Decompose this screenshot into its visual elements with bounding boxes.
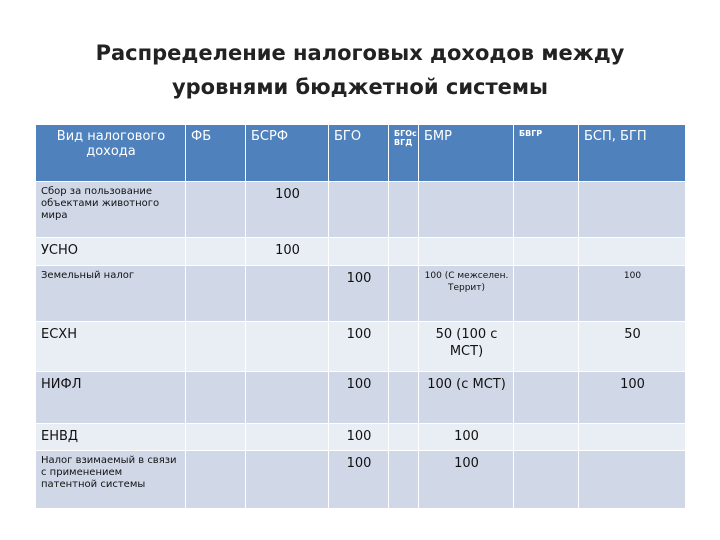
cell-bvgr bbox=[514, 266, 579, 322]
cell-bsrf bbox=[246, 266, 329, 322]
header-bgos-vgd: БГОс ВГД bbox=[389, 125, 419, 182]
cell-fb bbox=[186, 182, 246, 238]
cell-fb bbox=[186, 424, 246, 451]
cell-bmr bbox=[419, 182, 514, 238]
cell-bsp bbox=[579, 238, 686, 266]
cell-bsp bbox=[579, 182, 686, 238]
cell-bgos bbox=[389, 424, 419, 451]
row-name: ЕСХН bbox=[36, 322, 186, 372]
cell-bmr bbox=[419, 238, 514, 266]
header-tax-type: Вид налогового дохода bbox=[36, 125, 186, 182]
tax-distribution-table bbox=[35, 124, 686, 509]
cell-bsrf: 100 bbox=[246, 238, 329, 266]
cell-fb bbox=[186, 238, 246, 266]
cell-bsp: 100 bbox=[579, 266, 686, 322]
cell-bgos bbox=[389, 238, 419, 266]
table-row bbox=[36, 182, 686, 238]
table-row bbox=[36, 322, 686, 372]
cell-bvgr bbox=[514, 424, 579, 451]
cell-bsrf bbox=[246, 322, 329, 372]
cell-fb bbox=[186, 266, 246, 322]
cell-bvgr bbox=[514, 372, 579, 424]
table-row bbox=[36, 238, 686, 266]
cell-bsrf: 100 bbox=[246, 182, 329, 238]
header-bvgr: БВГР bbox=[514, 125, 579, 182]
cell-bvgr bbox=[514, 451, 579, 509]
row-name: Земельный налог bbox=[36, 266, 186, 322]
cell-bsp: 100 bbox=[579, 372, 686, 424]
table-row bbox=[36, 424, 686, 451]
cell-bgos bbox=[389, 266, 419, 322]
header-fb: ФБ bbox=[186, 125, 246, 182]
cell-bgo: 100 bbox=[329, 322, 389, 372]
cell-fb bbox=[186, 451, 246, 509]
cell-fb bbox=[186, 372, 246, 424]
title-line-2: уровнями бюджетной системы bbox=[171, 75, 549, 99]
cell-bmr: 50 (100 с МСТ) bbox=[419, 322, 514, 372]
cell-bsrf bbox=[246, 451, 329, 509]
cell-bgo bbox=[329, 238, 389, 266]
header-bsp-bgp: БСП, БГП bbox=[579, 125, 686, 182]
header-row bbox=[36, 125, 686, 182]
table-row bbox=[36, 372, 686, 424]
cell-bgo: 100 bbox=[329, 451, 389, 509]
row-name: Сбор за пользование объектами животного мира bbox=[36, 182, 186, 238]
header-bgo: БГО bbox=[329, 125, 389, 182]
header-bsrf: БСРФ bbox=[246, 125, 329, 182]
row-name: Налог взимаемый в связи с применением патентной системы bbox=[36, 451, 186, 509]
cell-bmr: 100 (с МСТ) bbox=[419, 372, 514, 424]
slide-title bbox=[0, 36, 720, 104]
cell-bgos bbox=[389, 451, 419, 509]
row-name: УСНО bbox=[36, 238, 186, 266]
title-line-1: Распределение налоговых доходов между bbox=[95, 41, 625, 65]
cell-fb bbox=[186, 322, 246, 372]
cell-bmr: 100 bbox=[419, 451, 514, 509]
cell-bgo: 100 bbox=[329, 266, 389, 322]
row-name: НИФЛ bbox=[36, 372, 186, 424]
cell-bgos bbox=[389, 372, 419, 424]
cell-bsp bbox=[579, 451, 686, 509]
row-name: ЕНВД bbox=[36, 424, 186, 451]
cell-bgos bbox=[389, 182, 419, 238]
cell-bsrf bbox=[246, 424, 329, 451]
cell-bvgr bbox=[514, 182, 579, 238]
cell-bgo: 100 bbox=[329, 424, 389, 451]
cell-bgo: 100 bbox=[329, 372, 389, 424]
cell-bsp: 50 bbox=[579, 322, 686, 372]
cell-bgos bbox=[389, 322, 419, 372]
cell-bsrf bbox=[246, 372, 329, 424]
cell-bvgr bbox=[514, 322, 579, 372]
header-bmr: БМР bbox=[419, 125, 514, 182]
cell-bmr: 100 (С межселен. Террит) bbox=[419, 266, 514, 322]
cell-bvgr bbox=[514, 238, 579, 266]
cell-bgo bbox=[329, 182, 389, 238]
cell-bmr: 100 bbox=[419, 424, 514, 451]
cell-bsp bbox=[579, 424, 686, 451]
table-row bbox=[36, 451, 686, 509]
table-row bbox=[36, 266, 686, 322]
